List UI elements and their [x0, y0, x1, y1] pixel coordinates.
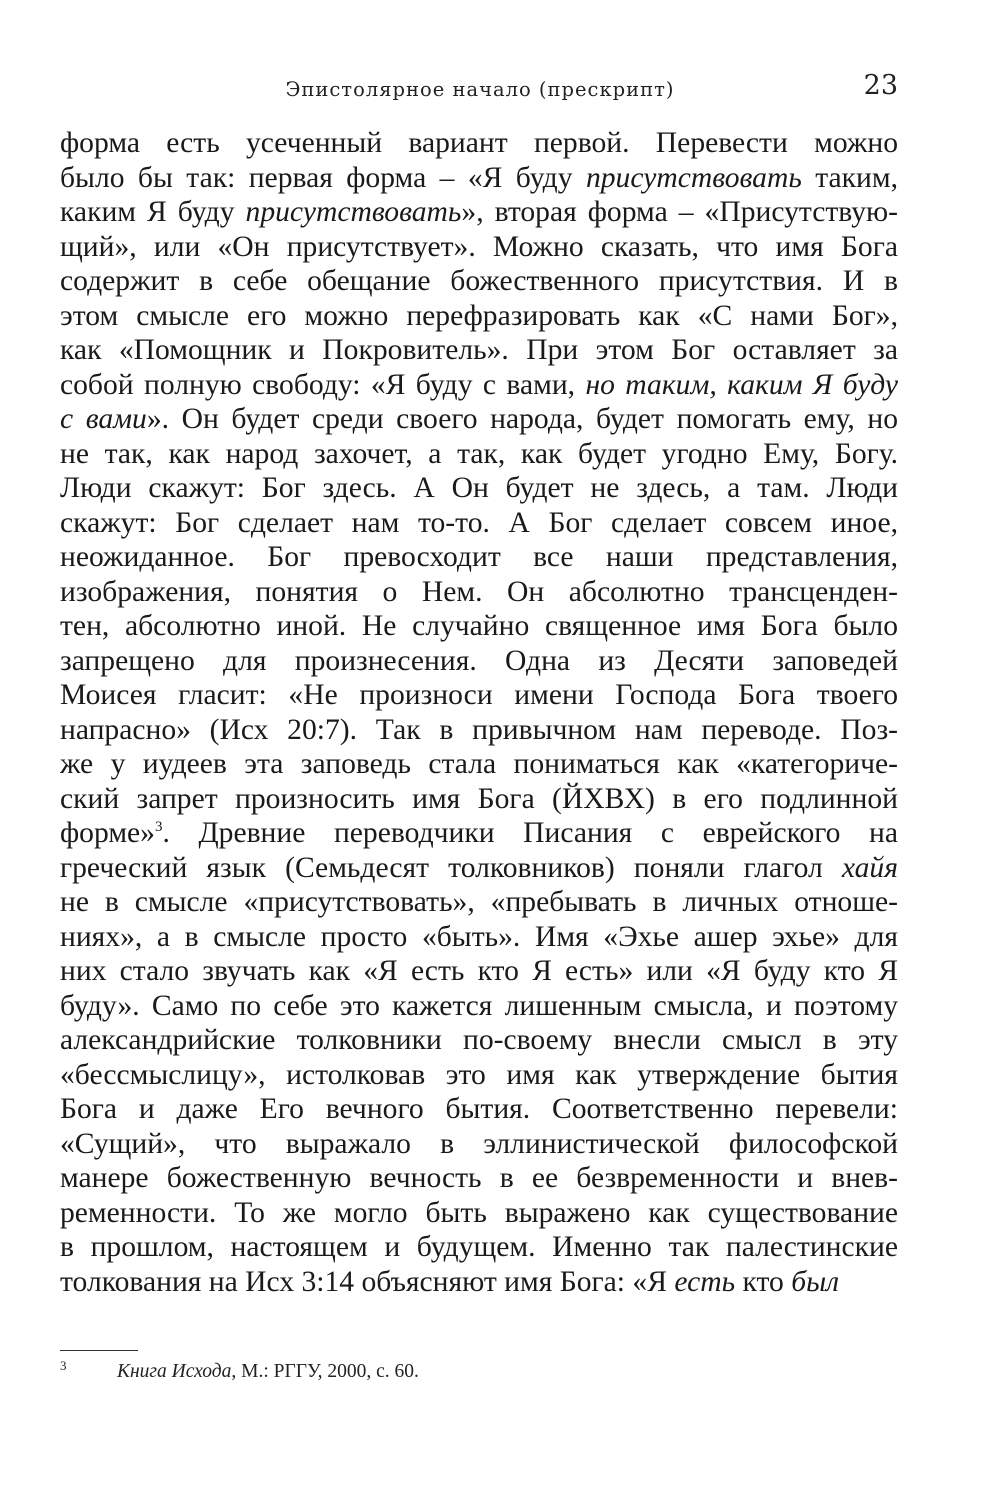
text-segment: содержит в себе обещание божественного присутствия. И в [60, 265, 898, 297]
text-line [60, 230, 898, 265]
text-line [60, 126, 898, 161]
text-segment: было бы так: первая форма – «Я буду [60, 161, 586, 194]
text-line [60, 644, 898, 679]
italic-text: присутствовать [245, 196, 462, 228]
page-header [0, 70, 1000, 110]
text-line [60, 816, 898, 851]
text-line [60, 1092, 898, 1127]
page-number: 23 [863, 70, 898, 101]
text-line [60, 368, 898, 403]
italic-text: хайя [841, 851, 898, 884]
text-line [60, 1023, 898, 1058]
footnote-source-title: Книга Исхода [117, 1361, 232, 1382]
text-segment: «бессмыслицу», истолковав это имя как утверждение бытия [60, 1058, 898, 1091]
text-line [60, 299, 898, 334]
text-line [60, 161, 898, 196]
text-segment: манере божественную вечность в ее безвременности и внев- [60, 1162, 898, 1194]
text-line [60, 1127, 898, 1162]
text-segment: ». Он будет среди своего народа, будет помогать ему, но [146, 403, 898, 435]
footnote-reference: 3 [154, 819, 163, 835]
text-segment: Бога и даже Его вечного бытия. Соответственно перевели: [60, 1093, 898, 1125]
text-segment: тен, абсолютно иной. Не случайно священное имя Бога было [60, 610, 898, 642]
text-line [60, 609, 898, 644]
text-segment: запрещено для произнесения. Одна из Десяти заповедей [60, 644, 898, 677]
text-line [60, 402, 898, 437]
text-line [60, 195, 898, 230]
text-line [60, 1196, 898, 1231]
text-segment: форма есть усеченный вариант первой. Перевести можно [60, 127, 898, 159]
text-segment: », вторая форма – «Присутствую- [461, 196, 898, 228]
text-segment: них стало звучать как «Я есть кто Я есть» или «Я буду кто Я [60, 955, 898, 987]
text-segment: ременности. То же могло быть выражено как существование [60, 1196, 898, 1229]
text-segment: форме» [60, 817, 155, 849]
text-segment: в прошлом, настоящем и будущем. Именно так палестинские [60, 1231, 898, 1263]
italic-text: присутствовать [585, 161, 802, 194]
italic-text: но таким, каким Я буду [585, 368, 898, 401]
text-line [60, 506, 898, 541]
text-line [60, 782, 898, 817]
text-segment: не в смысле «присутствовать», «пребывать в личных отноше- [60, 886, 898, 918]
text-segment: скажут: Бог сделает нам то-то. А Бог сделает совсем иное, [60, 506, 898, 539]
text-line [60, 1230, 898, 1265]
text-segment: греческий язык (Семьдесят толковников) поняли глагол [60, 851, 842, 884]
text-segment: Моисея гласит: «Не произноси имени Господа Бога твоего [60, 679, 898, 711]
text-segment: же у иудеев эта заповедь стала пониматься как «категориче- [60, 748, 898, 780]
text-segment: александрийские толковники по-своему внесли смысл в эту [60, 1024, 898, 1056]
text-line [60, 954, 898, 989]
text-segment: . Древние переводчики Писания с еврейского на [162, 817, 898, 849]
text-segment: изображения, понятия о Нем. Он абсолютно трансценден- [60, 575, 898, 608]
text-line [60, 851, 898, 886]
text-line [60, 471, 898, 506]
text-line [60, 885, 898, 920]
text-line [60, 713, 898, 748]
text-segment: Люди скажут: Бог здесь. А Он будет не здесь, а там. Люди [60, 472, 898, 504]
text-line [60, 747, 898, 782]
text-segment: ниях», а в смысле просто «быть». Имя «Эхье ашер эхье» для [60, 920, 898, 953]
text-segment: собой полную свободу: «Я буду с вами, [60, 368, 586, 401]
text-line [60, 264, 898, 299]
text-line [60, 1161, 898, 1196]
text-segment: кто [735, 1265, 792, 1298]
text-line [60, 678, 898, 713]
text-segment: как «Помощник и Покровитель». При этом Бог оставляет за [60, 334, 898, 366]
text-line [60, 575, 898, 610]
text-segment: таким, [801, 161, 898, 194]
text-segment: каким Я буду [60, 196, 246, 228]
text-line [60, 437, 898, 472]
text-line [60, 989, 898, 1024]
text-line [60, 1058, 898, 1093]
text-segment: не так, как народ захочет, а так, как будет угодно Ему, Богу. [60, 437, 898, 470]
text-segment: этом смысле его можно перефразировать как «С нами Бог», [60, 299, 898, 332]
text-segment: ский запрет произносить имя Бога (ЙХВХ) в его подлинной [60, 782, 898, 815]
text-segment: толкования на Исх 3:14 объясняют имя Бога: «Я [60, 1265, 675, 1298]
text-segment: неожиданное. Бог превосходит все наши представления, [60, 541, 898, 573]
running-title: Эпистолярное начало (прескрипт) [285, 78, 675, 101]
text-segment: «Сущий», что выражало в эллинистической философской [60, 1127, 898, 1160]
text-line [60, 333, 898, 368]
text-line [60, 540, 898, 575]
italic-text: с вами [60, 403, 147, 435]
footnote-rule [60, 1350, 138, 1351]
body-text [60, 126, 898, 1299]
text-line [60, 920, 898, 955]
footnote: 3 Книга Исхода, М.: РГГУ, 2000, с. 60. [60, 1358, 419, 1382]
text-line [60, 1265, 898, 1300]
footnote-source-details: , М.: РГГУ, 2000, с. 60. [231, 1361, 419, 1382]
italic-text: был [791, 1265, 840, 1298]
italic-text: есть [674, 1265, 736, 1298]
text-segment: щий», или «Он присутствует». Можно сказать, что имя Бога [60, 230, 898, 263]
text-segment: буду». Само по себе это кажется лишенным смысла, и поэтому [60, 989, 898, 1022]
text-segment: напрасно» (Исх 20:7). Так в привычном нам переводе. Поз- [60, 713, 898, 746]
